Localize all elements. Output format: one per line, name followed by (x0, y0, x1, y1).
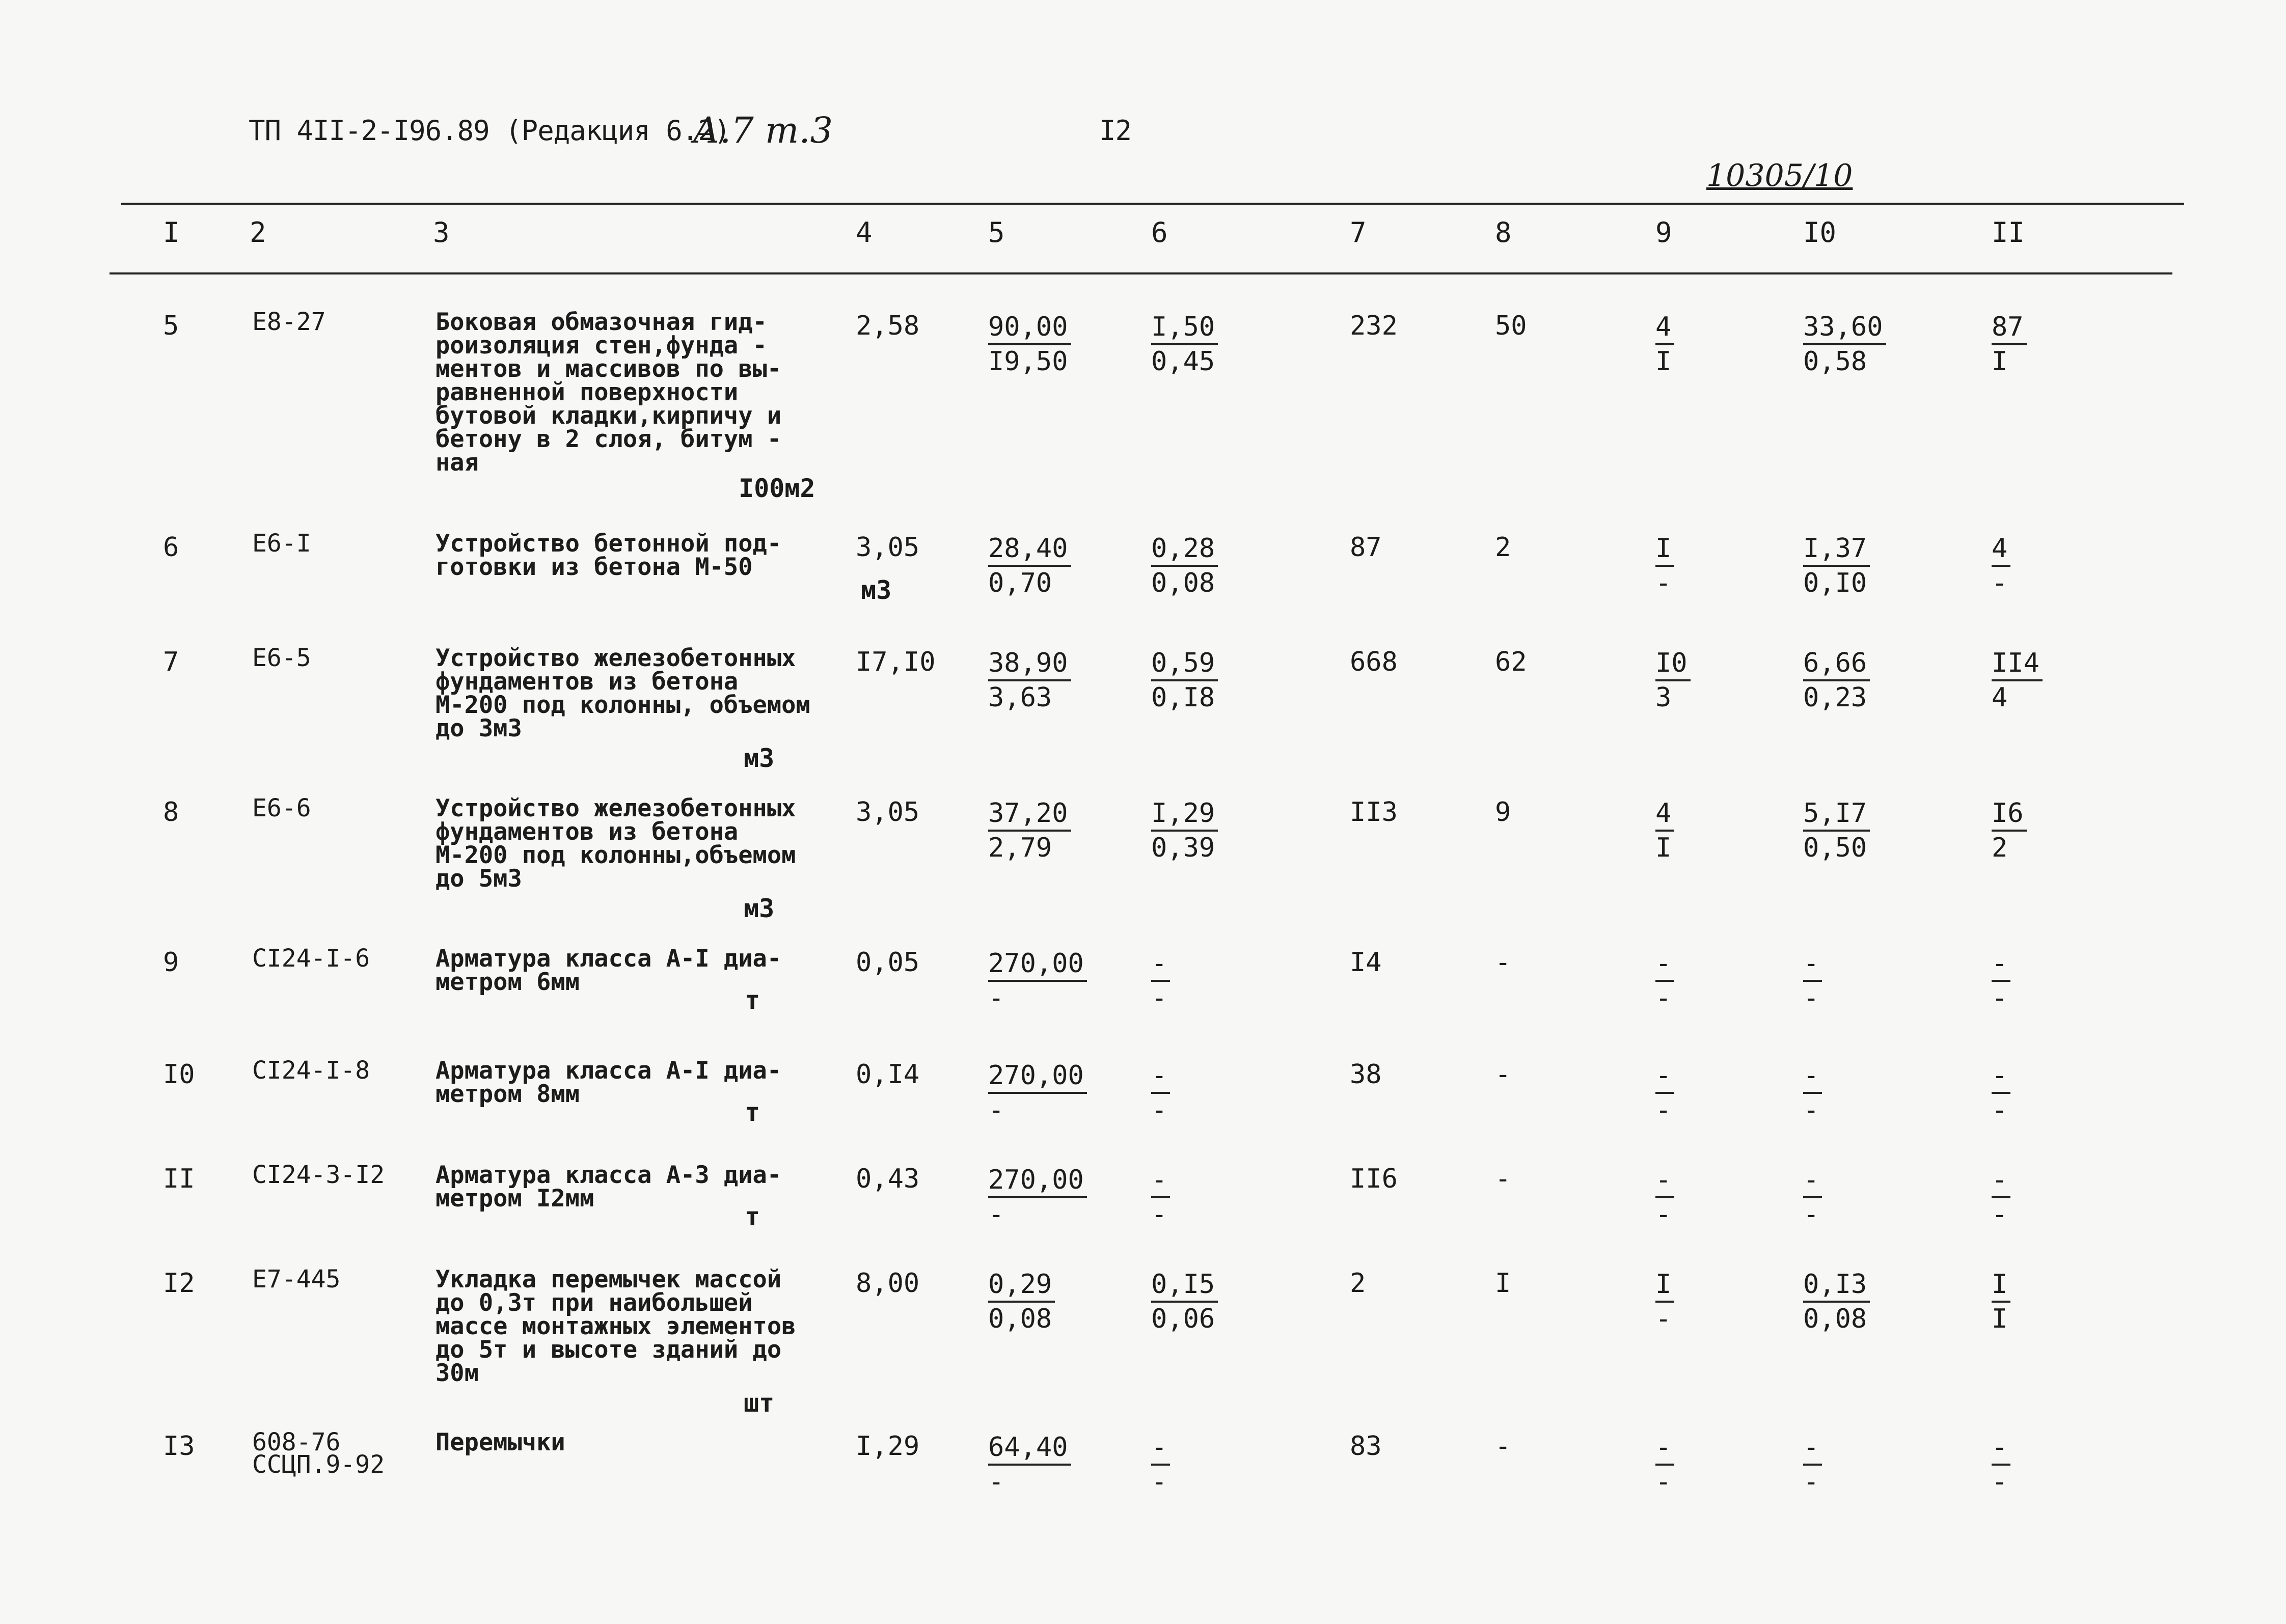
machine-total-denominator: I (1655, 346, 1672, 377)
row-number: 7 (163, 647, 179, 677)
labor-unit (1803, 797, 1870, 864)
machine-total-numerator: I (1655, 1268, 1674, 1303)
labor-total (1992, 532, 2010, 599)
unit-cost-denominator: 3,63 (988, 682, 1052, 713)
labor-unit-numerator: - (1803, 1059, 1822, 1094)
labor-unit (1803, 647, 1870, 714)
row-number: 9 (163, 947, 179, 978)
unit-cost-denominator: - (988, 1095, 1004, 1125)
wages-total: 2 (1495, 532, 1511, 563)
column-header-8: 8 (1495, 216, 1512, 249)
quantity: 3,05 (856, 532, 920, 563)
labor-unit-numerator: - (1803, 947, 1822, 982)
row-number: I0 (163, 1059, 195, 1090)
work-description: Укладка перемычек массой до 0,3т при наибольшей массе монтажных элементов до 5т и высоте зданий до 30м (436, 1265, 796, 1387)
total-cost: 232 (1350, 311, 1398, 341)
unit-cost (988, 311, 1071, 378)
labor-total (1992, 1164, 2010, 1231)
page-number: I2 (1099, 115, 1132, 147)
column-header-3: 3 (433, 216, 450, 249)
unit-cost-denominator: - (988, 1199, 1004, 1230)
table-header-rule (110, 272, 2172, 274)
unit-cost (988, 1059, 1087, 1126)
labor-total-denominator: - (1992, 1095, 2008, 1125)
machine-cost-denominator: 0,06 (1151, 1304, 1215, 1334)
unit-cost (988, 1431, 1071, 1498)
machine-total-numerator: - (1655, 1059, 1674, 1094)
machine-total (1655, 1268, 1674, 1335)
work-description: Арматура класса А-3 диа- метром I2мм (436, 1161, 782, 1213)
wages-total: I (1495, 1268, 1511, 1299)
unit-of-measure: т (745, 1097, 760, 1127)
norm-code: Е6-I (252, 529, 311, 558)
column-header-11: II (1992, 216, 2025, 249)
machine-total (1655, 532, 1674, 599)
labor-unit-numerator: I,37 (1803, 532, 1870, 567)
norm-code: СI24-I-6 (252, 944, 370, 973)
labor-unit-denominator: 0,58 (1803, 346, 1867, 377)
unit-cost-numerator: 37,20 (988, 797, 1071, 832)
work-description: Арматура класса А-I диа- метром 8мм (436, 1057, 782, 1108)
row-number: I3 (163, 1431, 195, 1462)
machine-cost-denominator: 0,I8 (1151, 682, 1215, 713)
column-header-10: I0 (1803, 216, 1837, 249)
machine-total (1655, 1431, 1674, 1498)
total-cost: 83 (1350, 1431, 1382, 1462)
machine-cost (1151, 947, 1170, 1014)
norm-code: Е6-5 (252, 644, 311, 672)
machine-cost-numerator: 0,28 (1151, 532, 1218, 567)
labor-total-numerator: I6 (1992, 797, 2027, 832)
unit-cost (988, 1268, 1055, 1335)
unit-of-measure: м3 (744, 894, 775, 923)
work-description: Устройство бетонной под- готовки из бетона М-50 (436, 530, 782, 581)
labor-unit (1803, 1268, 1870, 1335)
machine-cost (1151, 1164, 1170, 1231)
machine-total-numerator: - (1655, 947, 1674, 982)
machine-cost-denominator: - (1151, 983, 1167, 1013)
work-description: Устройство железобетонных фундаментов из бетона М-200 под колонны,объемом до 5м3 (436, 794, 796, 893)
labor-unit-numerator: 5,I7 (1803, 797, 1870, 832)
wages-total: 50 (1495, 311, 1527, 341)
unit-cost-denominator: 2,79 (988, 833, 1052, 863)
quantity: I,29 (856, 1431, 920, 1462)
labor-total-denominator: - (1992, 1467, 2008, 1497)
labor-total-numerator: 4 (1992, 532, 2010, 567)
machine-cost (1151, 1059, 1170, 1126)
labor-unit-numerator: 6,66 (1803, 647, 1870, 681)
labor-unit-denominator: 0,08 (1803, 1304, 1867, 1334)
quantity: 0,43 (856, 1164, 920, 1194)
norm-code: Е8-27 (252, 308, 326, 336)
machine-cost (1151, 797, 1218, 864)
total-cost: 668 (1350, 647, 1398, 677)
labor-unit-numerator: - (1803, 1164, 1822, 1198)
labor-unit-numerator: 0,I3 (1803, 1268, 1870, 1303)
table-top-rule (121, 203, 2184, 205)
unit-cost-denominator: I9,50 (988, 346, 1068, 377)
labor-unit-denominator: 0,50 (1803, 833, 1867, 863)
quantity: 8,00 (856, 1268, 920, 1299)
unit-cost-numerator: 64,40 (988, 1431, 1071, 1466)
machine-cost-numerator: 0,I5 (1151, 1268, 1218, 1303)
machine-total-numerator: 4 (1655, 797, 1674, 832)
labor-unit-numerator: 33,60 (1803, 311, 1886, 345)
total-cost: II3 (1350, 797, 1398, 828)
machine-cost-denominator: 0,45 (1151, 346, 1215, 377)
machine-total-numerator: 4 (1655, 311, 1674, 345)
labor-unit-denominator: - (1803, 1095, 1819, 1125)
machine-cost-numerator: - (1151, 1164, 1170, 1198)
labor-total-denominator: - (1992, 568, 2008, 598)
machine-total-numerator: I0 (1655, 647, 1691, 681)
unit-of-measure: I00м2 (739, 474, 815, 503)
norm-code: 608-76 ССЦП.9-92 (252, 1428, 385, 1479)
unit-of-measure: т (745, 985, 760, 1015)
wages-total: - (1495, 1059, 1511, 1090)
labor-unit (1803, 311, 1886, 378)
quantity: 0,05 (856, 947, 920, 978)
labor-unit-denominator: - (1803, 1199, 1819, 1230)
machine-total-denominator: - (1655, 1199, 1672, 1230)
row-number: 5 (163, 311, 179, 341)
row-number: I2 (163, 1268, 195, 1299)
wages-total: - (1495, 1431, 1511, 1462)
total-cost: 87 (1350, 532, 1382, 563)
machine-cost-numerator: - (1151, 1059, 1170, 1094)
labor-total-numerator: 87 (1992, 311, 2027, 345)
machine-total-numerator: - (1655, 1431, 1674, 1466)
row-number: 8 (163, 797, 179, 828)
machine-total (1655, 1059, 1674, 1126)
norm-code: Е7-445 (252, 1265, 341, 1293)
labor-total-denominator: - (1992, 1199, 2008, 1230)
wages-total: - (1495, 947, 1511, 978)
labor-total-denominator: - (1992, 983, 2008, 1013)
column-header-9: 9 (1655, 216, 1672, 249)
labor-unit (1803, 947, 1822, 1014)
labor-total (1992, 1059, 2010, 1126)
machine-cost (1151, 532, 1218, 599)
labor-total (1992, 797, 2027, 864)
wages-total: 62 (1495, 647, 1527, 677)
machine-total-denominator: - (1655, 1467, 1672, 1497)
labor-unit-denominator: - (1803, 1467, 1819, 1497)
unit-cost-numerator: 270,00 (988, 1164, 1087, 1198)
quantity: 2,58 (856, 311, 920, 341)
work-description: Боковая обмазочная гид- роизоляция стен,фунда - ментов и массивов по вы- равненной поверхности бутовой кладки,кирпичу и бетону в 2 слоя, битум - ная (436, 308, 782, 477)
machine-total-denominator: - (1655, 1304, 1672, 1334)
labor-total-numerator: - (1992, 1164, 2010, 1198)
machine-total-denominator: - (1655, 983, 1672, 1013)
machine-total (1655, 311, 1674, 378)
labor-total-numerator: I (1992, 1268, 2010, 1303)
unit-of-measure: м3 (744, 744, 775, 773)
unit-cost-numerator: 90,00 (988, 311, 1071, 345)
norm-code: СI24-I-8 (252, 1056, 370, 1085)
total-cost: I4 (1350, 947, 1382, 978)
labor-total-numerator: - (1992, 1059, 2010, 1094)
labor-total-numerator: - (1992, 1431, 2010, 1466)
labor-unit (1803, 1164, 1822, 1231)
labor-unit-numerator: - (1803, 1431, 1822, 1466)
labor-total-denominator: 4 (1992, 682, 2008, 713)
labor-total (1992, 947, 2010, 1014)
work-description: Арматура класса А-I диа- метром 6мм (436, 945, 782, 996)
labor-unit-denominator: - (1803, 983, 1819, 1013)
quantity: 0,I4 (856, 1059, 920, 1090)
unit-cost (988, 947, 1087, 1014)
labor-total (1992, 311, 2027, 378)
machine-total (1655, 1164, 1674, 1231)
column-header-4: 4 (856, 216, 873, 249)
column-header-1: I (163, 216, 180, 249)
machine-total (1655, 797, 1674, 864)
unit-cost-numerator: 38,90 (988, 647, 1071, 681)
unit-of-measure: шт (744, 1388, 775, 1418)
machine-cost (1151, 1431, 1170, 1498)
machine-total-denominator: - (1655, 568, 1672, 598)
machine-cost-denominator: - (1151, 1467, 1167, 1497)
machine-total-denominator: - (1655, 1095, 1672, 1125)
machine-cost (1151, 647, 1218, 714)
unit-cost-denominator: 0,70 (988, 568, 1052, 598)
labor-unit-denominator: 0,23 (1803, 682, 1867, 713)
labor-total (1992, 647, 2043, 714)
machine-cost-numerator: - (1151, 1431, 1170, 1466)
machine-cost-numerator: 0,59 (1151, 647, 1218, 681)
machine-cost (1151, 311, 1218, 378)
column-header-6: 6 (1151, 216, 1168, 249)
unit-cost-denominator: - (988, 983, 1004, 1013)
machine-cost-numerator: I,29 (1151, 797, 1218, 832)
unit-cost-denominator: - (988, 1467, 1004, 1497)
quantity: 3,05 (856, 797, 920, 828)
unit-cost-numerator: 270,00 (988, 947, 1087, 982)
labor-unit (1803, 1431, 1822, 1498)
unit-cost-numerator: 270,00 (988, 1059, 1087, 1094)
labor-unit (1803, 532, 1870, 599)
labor-total-denominator: I (1992, 346, 2008, 377)
labor-total (1992, 1431, 2010, 1498)
total-cost: 2 (1350, 1268, 1366, 1299)
labor-total-numerator: II4 (1992, 647, 2043, 681)
machine-cost-denominator: - (1151, 1095, 1167, 1125)
unit-cost-numerator: 28,40 (988, 532, 1071, 567)
column-header-7: 7 (1350, 216, 1367, 249)
unit-of-measure: м3 (861, 575, 892, 605)
wages-total: 9 (1495, 797, 1511, 828)
handwritten-reference: А.7 т.3 (693, 109, 833, 151)
wages-total: - (1495, 1164, 1511, 1194)
labor-total-denominator: 2 (1992, 833, 2008, 863)
handwritten-stamp: 10305/10 (1706, 158, 1853, 194)
machine-cost (1151, 1268, 1218, 1335)
norm-code: Е6-6 (252, 794, 311, 822)
unit-cost-numerator: 0,29 (988, 1268, 1055, 1303)
norm-code: СI24-3-I2 (252, 1161, 385, 1189)
machine-cost-numerator: - (1151, 947, 1170, 982)
unit-cost (988, 532, 1071, 599)
labor-unit-denominator: 0,I0 (1803, 568, 1867, 598)
document-code: ТП 4II-2-I96.89 (Редакция 6.2) (249, 115, 730, 147)
machine-cost-numerator: I,50 (1151, 311, 1218, 345)
labor-unit (1803, 1059, 1822, 1126)
work-description: Перемычки (436, 1428, 565, 1456)
column-header-5: 5 (988, 216, 1005, 249)
machine-total-numerator: I (1655, 532, 1674, 567)
labor-total-numerator: - (1992, 947, 2010, 982)
machine-total-denominator: I (1655, 833, 1672, 863)
unit-of-measure: т (745, 1202, 760, 1231)
column-header-2: 2 (250, 216, 266, 249)
machine-total (1655, 647, 1691, 714)
total-cost: 38 (1350, 1059, 1382, 1090)
machine-cost-denominator: 0,08 (1151, 568, 1215, 598)
unit-cost (988, 797, 1071, 864)
unit-cost (988, 647, 1071, 714)
unit-cost (988, 1164, 1087, 1231)
row-number: II (163, 1164, 195, 1194)
machine-total-denominator: 3 (1655, 682, 1672, 713)
work-description: Устройство железобетонных фундаментов из бетона М-200 под колонны, объемом до 3м3 (436, 644, 810, 742)
machine-cost-denominator: - (1151, 1199, 1167, 1230)
machine-total (1655, 947, 1674, 1014)
machine-cost-denominator: 0,39 (1151, 833, 1215, 863)
unit-cost-denominator: 0,08 (988, 1304, 1052, 1334)
quantity: I7,I0 (856, 647, 936, 677)
row-number: 6 (163, 532, 179, 563)
labor-total-denominator: I (1992, 1304, 2008, 1334)
labor-total (1992, 1268, 2010, 1335)
total-cost: II6 (1350, 1164, 1398, 1194)
machine-total-numerator: - (1655, 1164, 1674, 1198)
